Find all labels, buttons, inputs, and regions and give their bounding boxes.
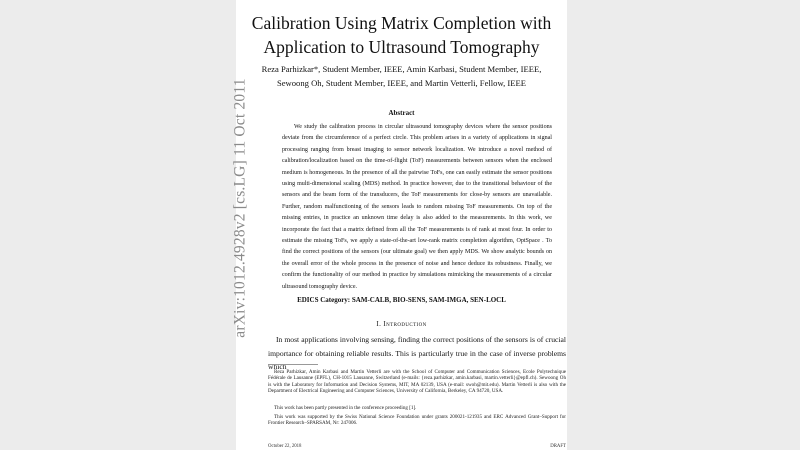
- abstract-body: We study the calibration process in circular ultrasound tomography devices where the sensor positions deviate from the circumference of a perfect circle. This problem arises in a variety of applications in signal processing ranging from breast imaging to sensor network localization. We introduce a novel method of calibration/localization based on the time-of-flight (ToF) measurements between sensors when the enclosed medium is homogeneous. In the presence of all the pairwise ToFs, one can easily estimate the sensor positions using multi-dimensional scaling (MDS) method. In practice however, due to the transitional behaviour of the sensors and the beam form of the transducers, the ToF measurements for close-by sensors are unavailable. Further, random malfunctioning of the sensors leads to random missing ToF measurements. On top of the missing entries, in practice an unknown time delay is also added to the measurements. In this work, we incorporate the fact that a matrix defined from all the ToF measurements is of rank at most four. In order to estimate the missing ToFs, we apply a state-of-the-art low-rank matrix completion algorithm, OptSpace . To find the correct positions of the sensors (our ultimate goal) we then apply MDS. We show analytic bounds on the overall error of the whole process in the presence of noise and hence deduce its robustness. Finally, we confirm the functionality of our method in practice by simulations mimicking the measurements of a circular ultrasound tomography device.: [282, 124, 552, 290]
- authors-line2: Sewoong Oh, Student Member, IEEE, and Martin Vetterli, Fellow, IEEE: [276, 78, 527, 88]
- edics-category: EDICS Category: SAM-CALB, BIO-SENS, SAM-IMGA, SEN-LOCL: [297, 296, 506, 304]
- arxiv-stamp: [226, 77, 256, 338]
- footnote-rule: [268, 364, 318, 365]
- paper-title-line1: Calibration Using Matrix Completion with: [251, 13, 552, 33]
- authors-line1: Reza Parhizkar*, Student Member, IEEE, Amin Karbasi, Student Member, IEEE,: [261, 64, 542, 74]
- abstract-heading: Abstract: [388, 109, 415, 117]
- footnote-conference: This work has been partly presented in the conference proceeding [1].: [274, 405, 417, 411]
- footnote-funding: This work was supported by the Swiss National Science Foundation under grants 200021-121935 and ERC Advanced Grant–Support for Frontier Research–SPARSAM, Nr: 247006.: [268, 414, 566, 427]
- footnote-affiliations: Reza Parhizkar, Amin Karbasi and Martin Vetterli are with the School of Computer and Communication Sciences, Ecole Polytechnique Fédérale de Lausanne (EPFL), CH-1015 Lausanne, Switzerland (e-mails: {reza.parhizkar, amin.karbasi, martin.vetterli}@epfl.ch). Sewoong Oh is with the Laboratory for Information and Decision Systems, MIT, MA 02139, USA (e-mail: swoh@mit.edu). Martin Vetterli is also with the Department of Electrical Engineering and Computer Sciences, University of California, Berkeley, CA 94720, USA.: [268, 369, 566, 395]
- viewer-background-left: [0, 0, 236, 450]
- paper-title-line2: Application to Ultrasound Tomography: [263, 37, 540, 57]
- footer-date: October 22, 2018: [268, 444, 302, 449]
- footer-draft-label: DRAFT: [550, 444, 566, 449]
- introduction-text: In most applications involving sensing, finding the correct positions of the sensors is of crucial importance for obtaining reliable results. This is particularly true in the case of inverse problems which: [268, 335, 566, 371]
- section-heading-introduction: I. Introduction: [376, 320, 427, 328]
- arxiv-stamp-text: arXiv:1012.4928v2 [cs.LG] 11 Oct 2011: [232, 77, 249, 338]
- viewer-background-right: [567, 0, 800, 450]
